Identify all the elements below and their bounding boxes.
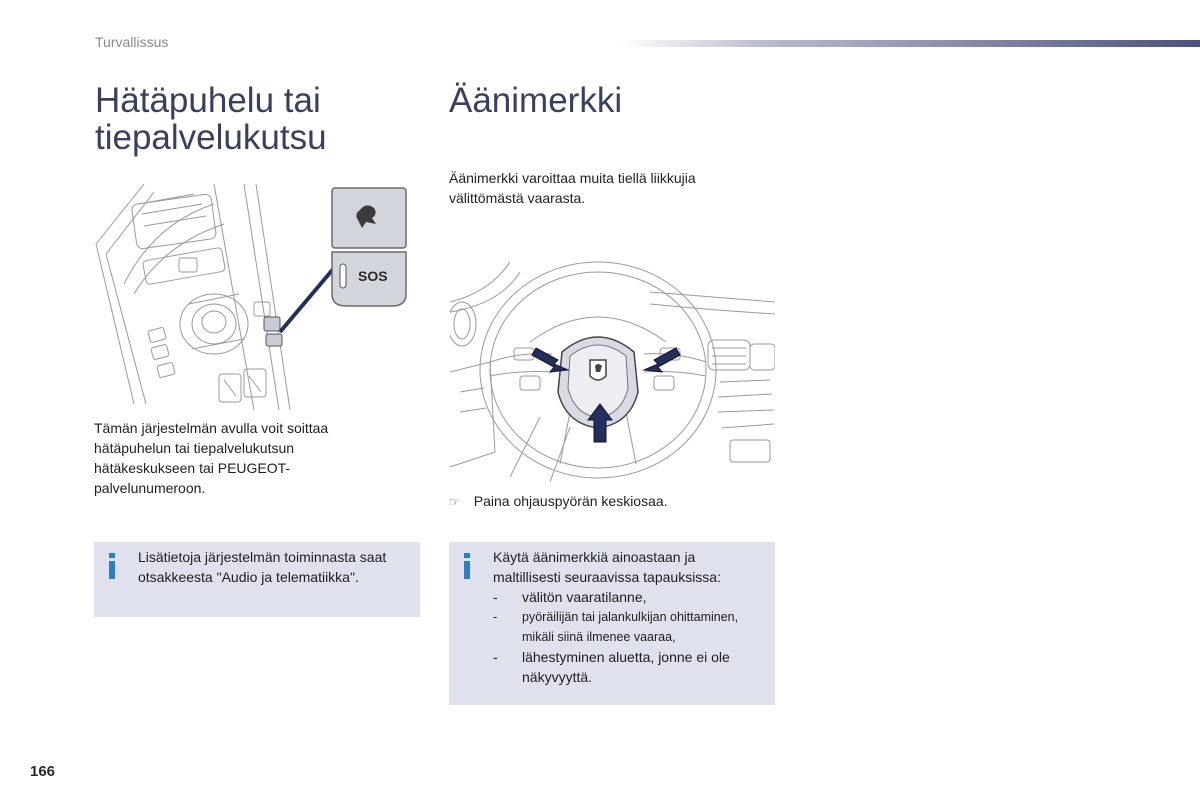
list-item <box>493 587 738 607</box>
list-item-text: lähestyminen aluetta, jonne ei ole <box>522 649 730 665</box>
left-title-line2: tiepalvelukutsu <box>95 118 327 157</box>
right-info-text <box>493 547 738 687</box>
list-item-continuation: mikäli siinä ilmenee vaaraa, <box>522 630 676 644</box>
pointer-icon: ☞ <box>449 495 460 509</box>
left-body-line: palvelunumeroon. <box>94 480 206 496</box>
list-dash: - <box>493 589 498 605</box>
left-body-line: hätäpuhelun tai tiepalvelukutsun <box>94 440 295 456</box>
left-title <box>95 82 327 156</box>
right-info-list <box>493 587 738 687</box>
right-info-line: Käytä äänimerkkiä ainoastaan ja <box>493 549 696 565</box>
page-number: 166 <box>30 763 56 780</box>
left-info-box <box>94 542 420 617</box>
steering-wheel-illustration <box>450 252 775 482</box>
left-body <box>94 418 394 498</box>
right-intro-line: Äänimerkki varoittaa muita tiellä liikkujia <box>449 170 696 186</box>
list-item <box>493 647 738 687</box>
instruction-text: Paina ohjauspyörän keskiosaa. <box>473 493 668 509</box>
info-icon <box>106 553 118 579</box>
list-dash: - <box>493 649 498 665</box>
left-title-line1: Hätäpuhelu tai <box>95 81 321 120</box>
sos-label: SOS <box>358 268 388 284</box>
list-item-text: pyöräilijän tai jalankulkijan ohittaminen, <box>522 610 739 624</box>
sos-console-illustration <box>94 184 416 410</box>
list-item-continuation: näkyvyyttä. <box>522 669 593 685</box>
left-body-line: hätäkeskukseen tai PEUGEOT- <box>94 460 291 476</box>
left-info-line: Lisätietoja järjestelmän toiminnasta saat <box>138 549 387 565</box>
right-info-line: maltillisesti seuraavissa tapauksissa: <box>493 569 721 585</box>
list-dash: - <box>493 610 498 624</box>
list-item-text: välitön vaaratilanne, <box>522 589 647 605</box>
right-title: Äänimerkki <box>449 81 623 120</box>
right-info-box <box>449 542 775 705</box>
instruction <box>449 491 668 512</box>
left-body-line: Tämän järjestelmän avulla voit soittaa <box>94 420 329 436</box>
list-item <box>493 607 738 647</box>
right-intro <box>449 168 769 208</box>
header-bar <box>620 40 1200 47</box>
info-icon <box>461 553 473 579</box>
section-label: Turvallissus <box>95 34 169 50</box>
left-info-line: otsakkeesta "Audio ja telematiikka". <box>138 569 359 585</box>
left-info-text <box>138 547 386 587</box>
right-intro-line: välittömästä vaarasta. <box>449 190 586 206</box>
